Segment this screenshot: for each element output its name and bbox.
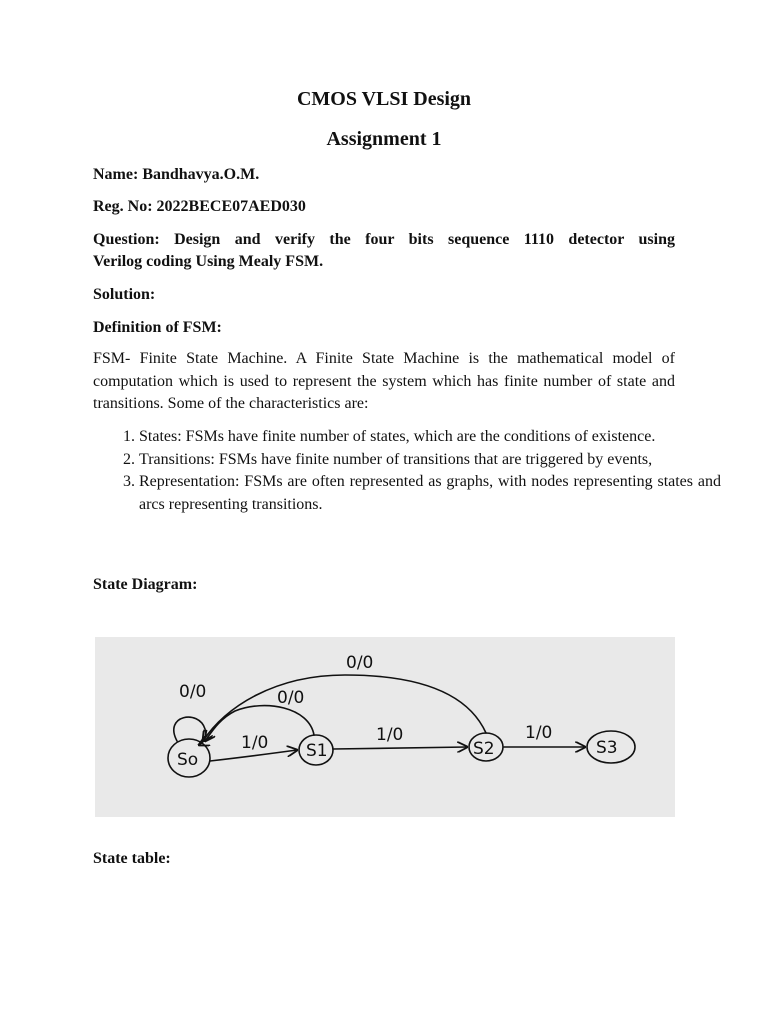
question-line-1: Question: Design and verify the four bits sequence 1110 detector using	[93, 231, 675, 248]
list-item: 1. States: FSMs have finite number of states, which are the conditions of existence.	[139, 426, 721, 449]
label-s1-to-s0: 0/0	[277, 688, 305, 708]
label-s0-to-s1: 1/0	[241, 733, 269, 753]
label-s2-to-s3: 1/0	[525, 723, 553, 743]
label-s2-to-s0: 0/0	[346, 653, 374, 673]
definition-paragraph: FSM- Finite State Machine. A Finite State Machine is the mathematical model of computation which is used to represent the system which has finite number of state and transitions. Some of the characteristics are:	[93, 350, 675, 412]
solution-heading: Solution:	[93, 286, 156, 303]
state-s1-label: S1	[306, 741, 328, 761]
state-table-heading: State table:	[93, 850, 171, 867]
state-s3-label: S3	[596, 738, 618, 758]
label-s0-self: 0/0	[179, 682, 207, 702]
characteristics-list	[93, 426, 721, 516]
state-s0-label: So	[177, 750, 199, 770]
list-item: 3. Representation: FSMs are often represented as graphs, with nodes representing states and arcs representing transitions.	[139, 471, 721, 516]
document-subtitle: Assignment 1	[326, 128, 442, 150]
label-s1-to-s2: 1/0	[376, 725, 404, 745]
definition-heading: Definition of FSM:	[93, 319, 222, 336]
state-diagram-heading: State Diagram:	[93, 576, 198, 593]
state-s2-label: S2	[473, 739, 495, 759]
list-item: 2. Transitions: FSMs have finite number of transitions that are triggered by events,	[139, 449, 721, 472]
document-title: CMOS VLSI Design	[296, 88, 472, 110]
question-line-2: Verilog coding Using Mealy FSM.	[93, 253, 324, 270]
transition-s1-to-s2	[333, 747, 467, 749]
name-line: Name: Bandhavya.O.M.	[93, 166, 260, 183]
reg-number-line: Reg. No: 2022BECE07AED030	[93, 198, 306, 215]
state-diagram-svg	[95, 637, 675, 817]
state-diagram-figure	[95, 637, 675, 817]
